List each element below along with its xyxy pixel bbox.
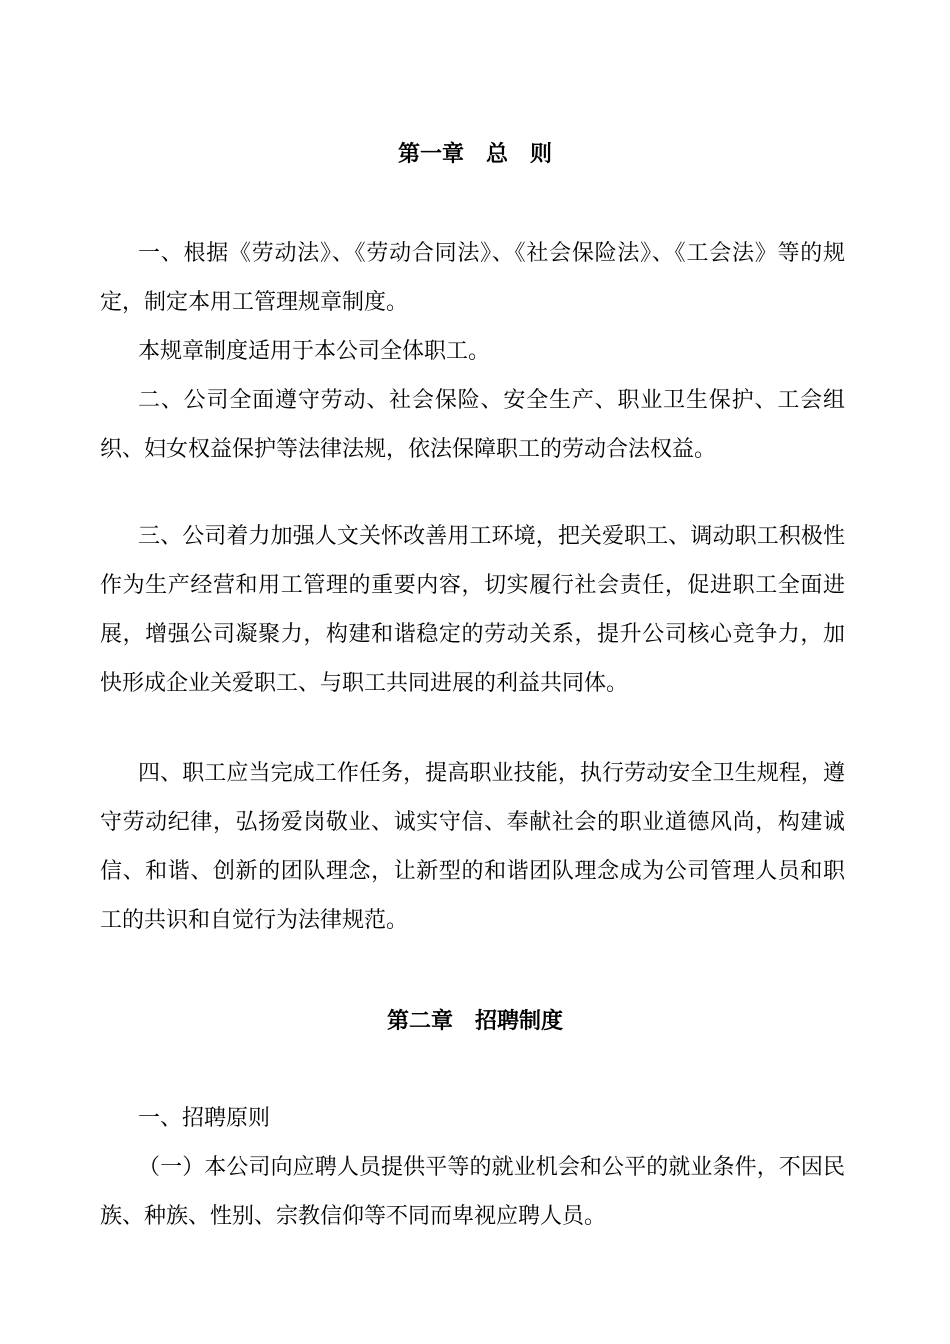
chapter-1-paragraph-4: 三、公司着力加强人文关怀改善用工环境，把关爱职工、调动职工积极性作为生产经营和用工管理的重要内容，切实履行社会责任，促进职工全面进展，增强公司凝聚力，构建和谐稳定的劳动关系，提升公司核心竞争力，加快形成企业关爱职工、与职工共同进展的利益共同体。	[100, 524, 845, 696]
chapter-1-title: 第一章 总 则	[397, 142, 552, 167]
chapter-1-paragraph-3: 二、公司全面遵守劳动、社会保险、安全生产、职业卫生保护、工会组织、妇女权益保护等法律法规，依法保障职工的劳动合法权益。	[100, 388, 845, 462]
chapter-2-paragraph-2: （一）本公司向应聘人员提供平等的就业机会和公平的就业条件，不因民族、种族、性别、宗教信仰等不同而卑视应聘人员。	[100, 1155, 845, 1229]
chapter-2-paragraph-1: 一、招聘原则	[138, 1106, 271, 1131]
chapter-1-paragraph-2: 本规章制度适用于本公司全体职工。	[138, 339, 491, 364]
chapter-1-paragraph-5: 四、职工应当完成工作任务，提高职业技能，执行劳动安全卫生规程，遵守劳动纪律，弘扬爱岗敬业、诚实守信、奉献社会的职业道德风尚，构建诚信、和谐、创新的团队理念，让新型的和谐团队理念成为公司管理人员和职工的共识和自觉行为法律规范。	[100, 761, 845, 933]
chapter-2-title: 第二章 招聘制度	[386, 1009, 563, 1034]
chapter-1-paragraph-1: 一、根据《劳动法》、《劳动合同法》、《社会保险法》、《工会法》等的规定，制定本用工管理规章制度。	[100, 241, 845, 315]
